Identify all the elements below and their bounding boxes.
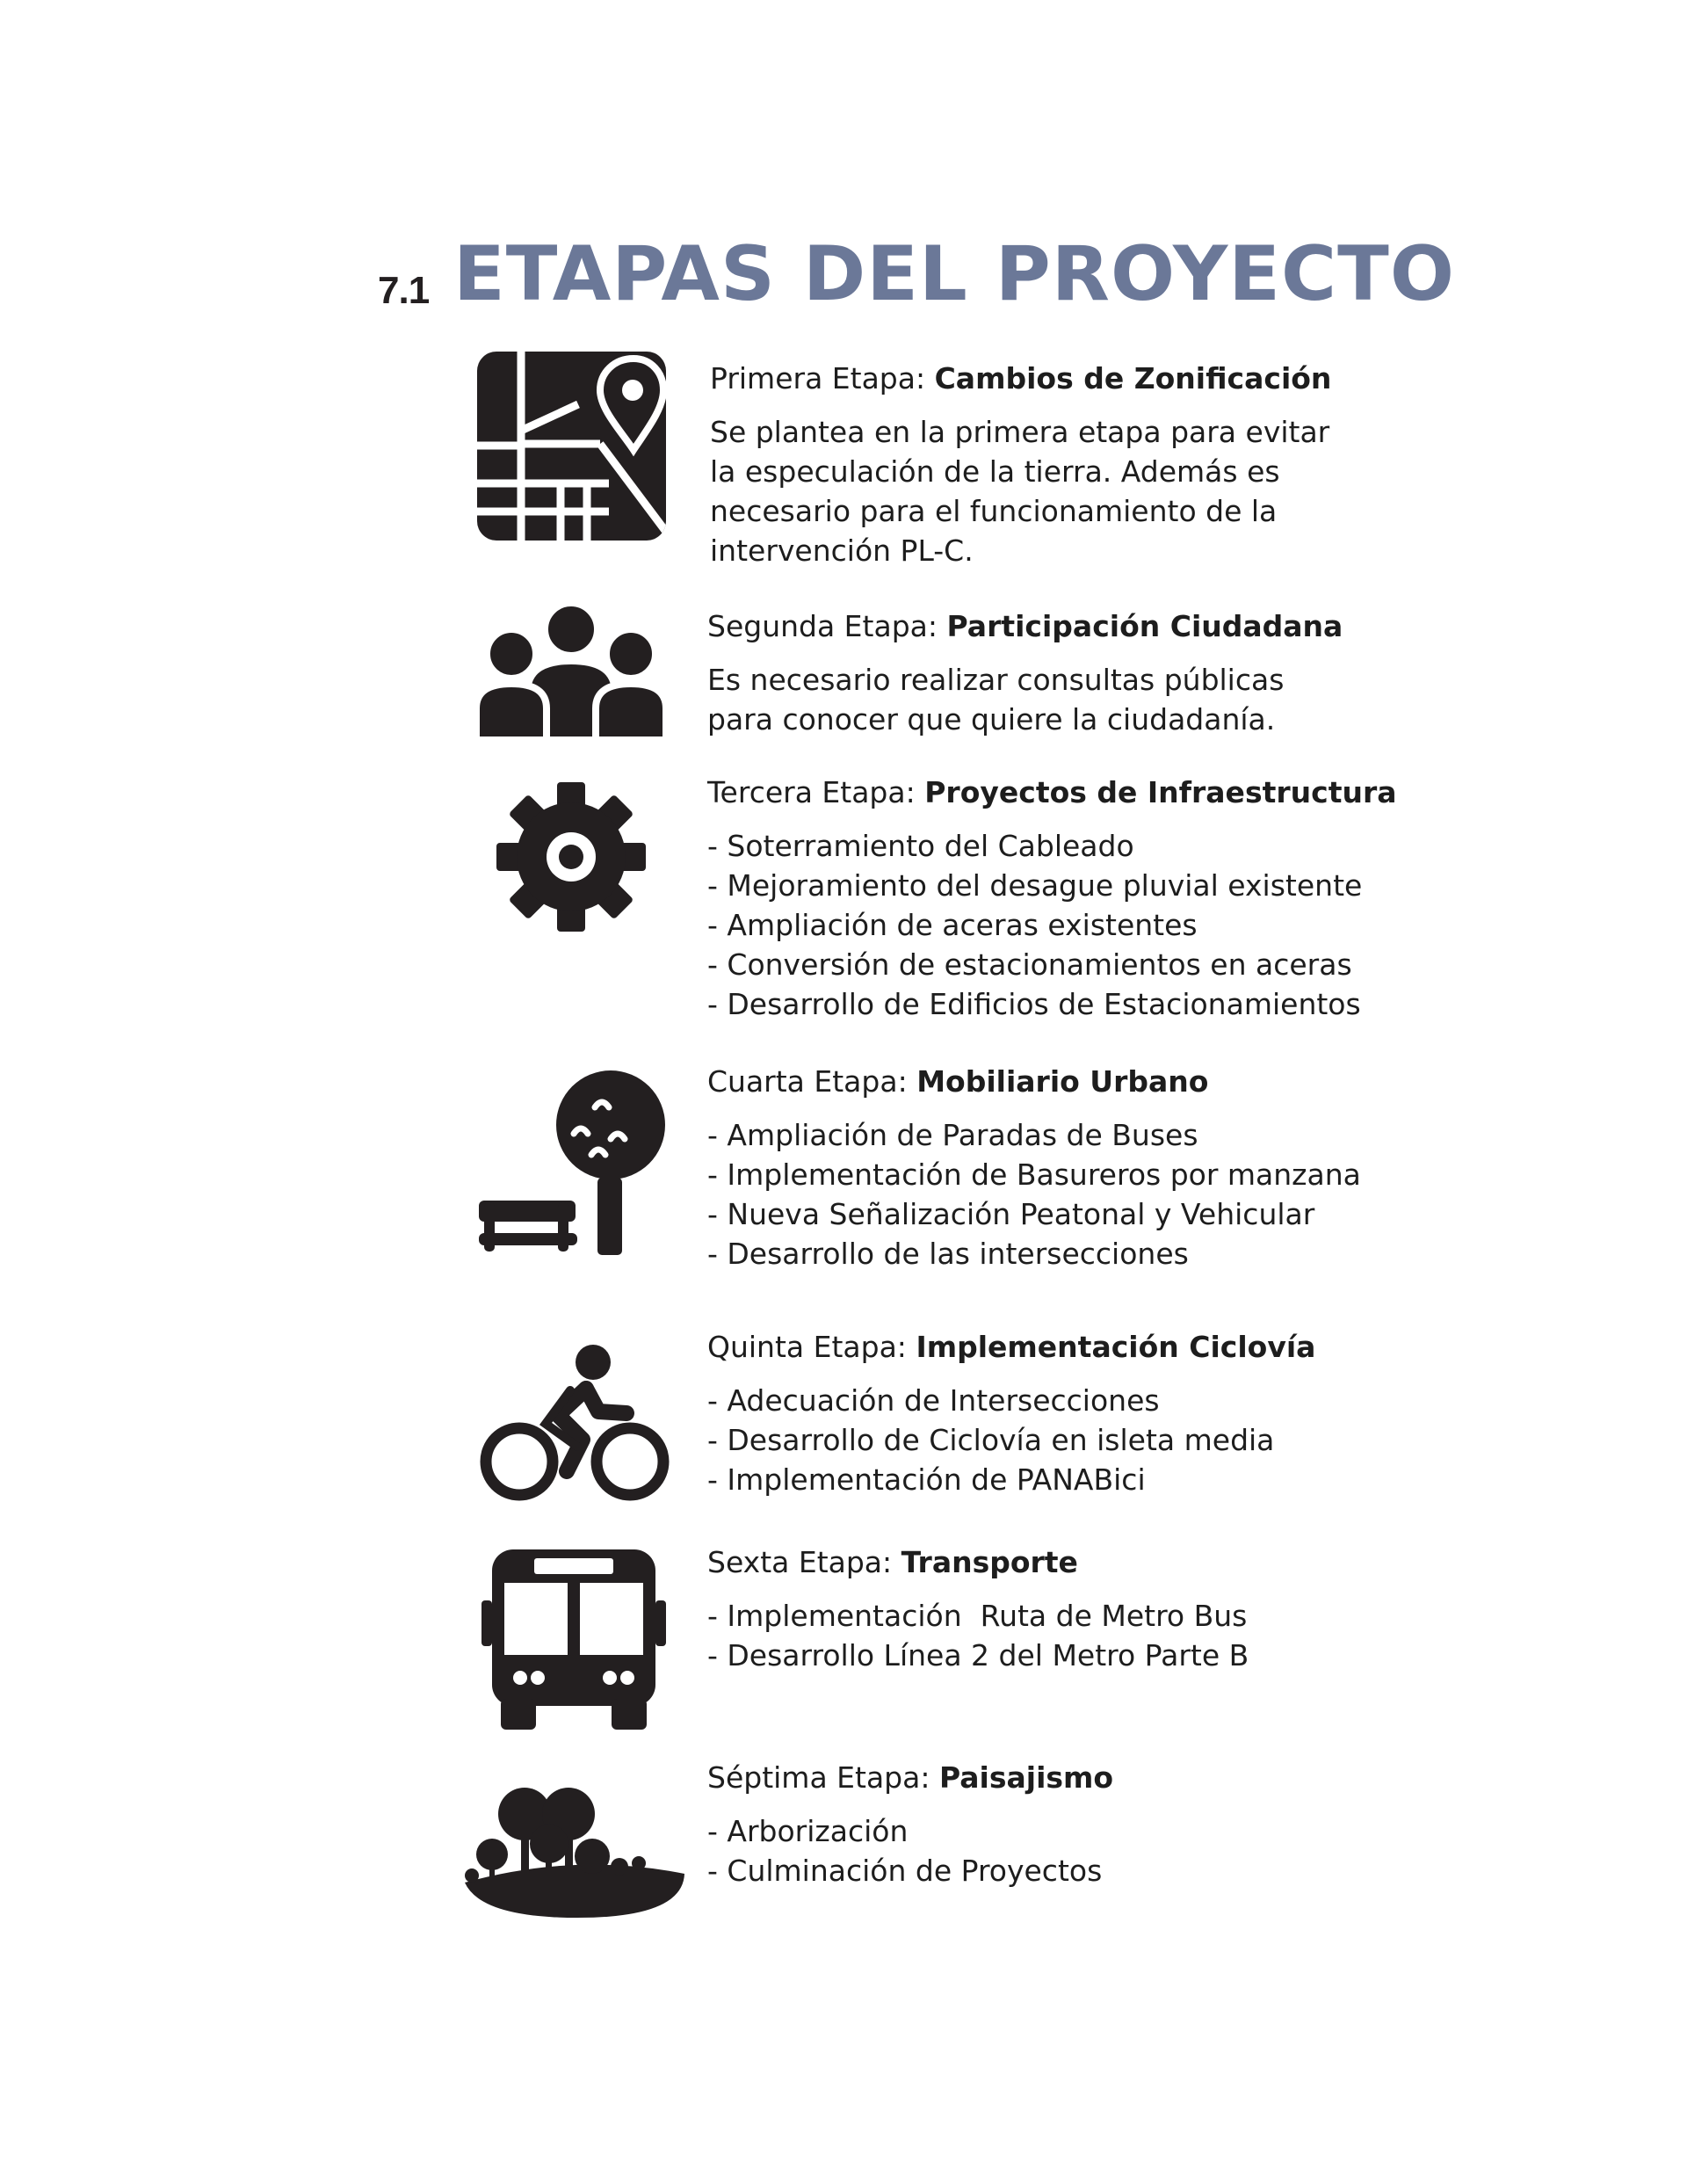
list-item: - Ampliación de Paradas de Buses: [707, 1118, 1198, 1152]
list-item: - Implementación Ruta de Metro Bus: [707, 1599, 1248, 1633]
stage-heading: [707, 606, 1375, 646]
stage-name: Paisajismo: [938, 1760, 1114, 1795]
list-item: - Desarrollo de Edificios de Estacionamientos: [707, 987, 1361, 1021]
stage-name: Mobiliario Urbano: [916, 1064, 1209, 1099]
list-item: - Desarrollo de las intersecciones: [707, 1237, 1189, 1271]
stage-item-list: [707, 1811, 1375, 1890]
list-item: - Implementación de PANABici: [707, 1462, 1146, 1497]
map-pin-icon: [477, 352, 666, 541]
stage-description: Se plantea en la primera etapa para evitar la especulación de la tierra. Además es necesario para el funcionamiento de la intervención PL-C.: [710, 415, 1330, 568]
list-item: - Mejoramiento del desague pluvial existente: [707, 868, 1363, 903]
stage-item-list: [707, 1381, 1375, 1499]
stage-label: Tercera Etapa:: [707, 775, 916, 809]
stage-name: Proyectos de Infraestructura: [924, 775, 1397, 809]
list-item: - Arborización: [707, 1814, 909, 1848]
cyclist-icon: [479, 1343, 672, 1506]
list-item: - Nueva Señalización Peatonal y Vehicular: [707, 1197, 1315, 1231]
stage-heading: [707, 1062, 1375, 1101]
section-title: ETAPAS DEL PROYECTO: [453, 230, 1455, 318]
stage-name: Implementación Ciclovía: [916, 1330, 1316, 1364]
bench-tree-icon: [479, 1070, 672, 1255]
list-item: - Desarrollo Línea 2 del Metro Parte B: [707, 1638, 1249, 1672]
stage-text: [707, 1327, 1375, 1499]
stage-text: [707, 1062, 1375, 1273]
stage-label: Segunda Etapa:: [707, 609, 938, 643]
stage-label: Sexta Etapa:: [707, 1545, 893, 1579]
stage-item-list: [707, 826, 1375, 1024]
stage-text: [707, 606, 1375, 739]
stage-text: [707, 1542, 1375, 1675]
section-number: 7.1: [378, 269, 430, 312]
list-item: - Implementación de Basureros por manzana: [707, 1157, 1361, 1192]
stage-heading: [707, 1542, 1375, 1582]
stage-text: [710, 359, 1378, 570]
gear-icon: [496, 782, 646, 932]
stage-item-list: [707, 1115, 1375, 1273]
stage-name: Participación Ciudadana: [946, 609, 1343, 643]
people-group-icon: [474, 599, 668, 740]
list-item: - Adecuación de Intersecciones: [707, 1383, 1160, 1418]
stage-heading: [707, 1327, 1375, 1367]
list-item: - Desarrollo de Ciclovía en isleta media: [707, 1423, 1275, 1457]
list-item: - Culminación de Proyectos: [707, 1854, 1103, 1888]
stage-label: Primera Etapa:: [710, 361, 926, 395]
stage-text: [707, 1758, 1375, 1890]
stage-label: Séptima Etapa:: [707, 1760, 930, 1795]
list-item: - Ampliación de aceras existentes: [707, 908, 1198, 942]
list-item: - Conversión de estacionamientos en aceras: [707, 947, 1352, 982]
stage-item-list: [707, 1596, 1375, 1675]
list-item: - Soterramiento del Cableado: [707, 829, 1134, 863]
stage-text: [707, 773, 1397, 1024]
stage-heading: [710, 359, 1378, 398]
stage-name: Transporte: [901, 1545, 1078, 1579]
stage-heading: [707, 773, 1397, 812]
stage-heading: [707, 1758, 1375, 1797]
stage-label: Quinta Etapa:: [707, 1330, 907, 1364]
stage-description: Es necesario realizar consultas públicas para conocer que quiere la ciudadanía.: [707, 663, 1285, 736]
stage-label: Cuarta Etapa:: [707, 1064, 908, 1099]
trees-icon: [463, 1768, 687, 1918]
bus-icon: [481, 1549, 666, 1730]
stage-name: Cambios de Zonificación: [934, 361, 1332, 395]
